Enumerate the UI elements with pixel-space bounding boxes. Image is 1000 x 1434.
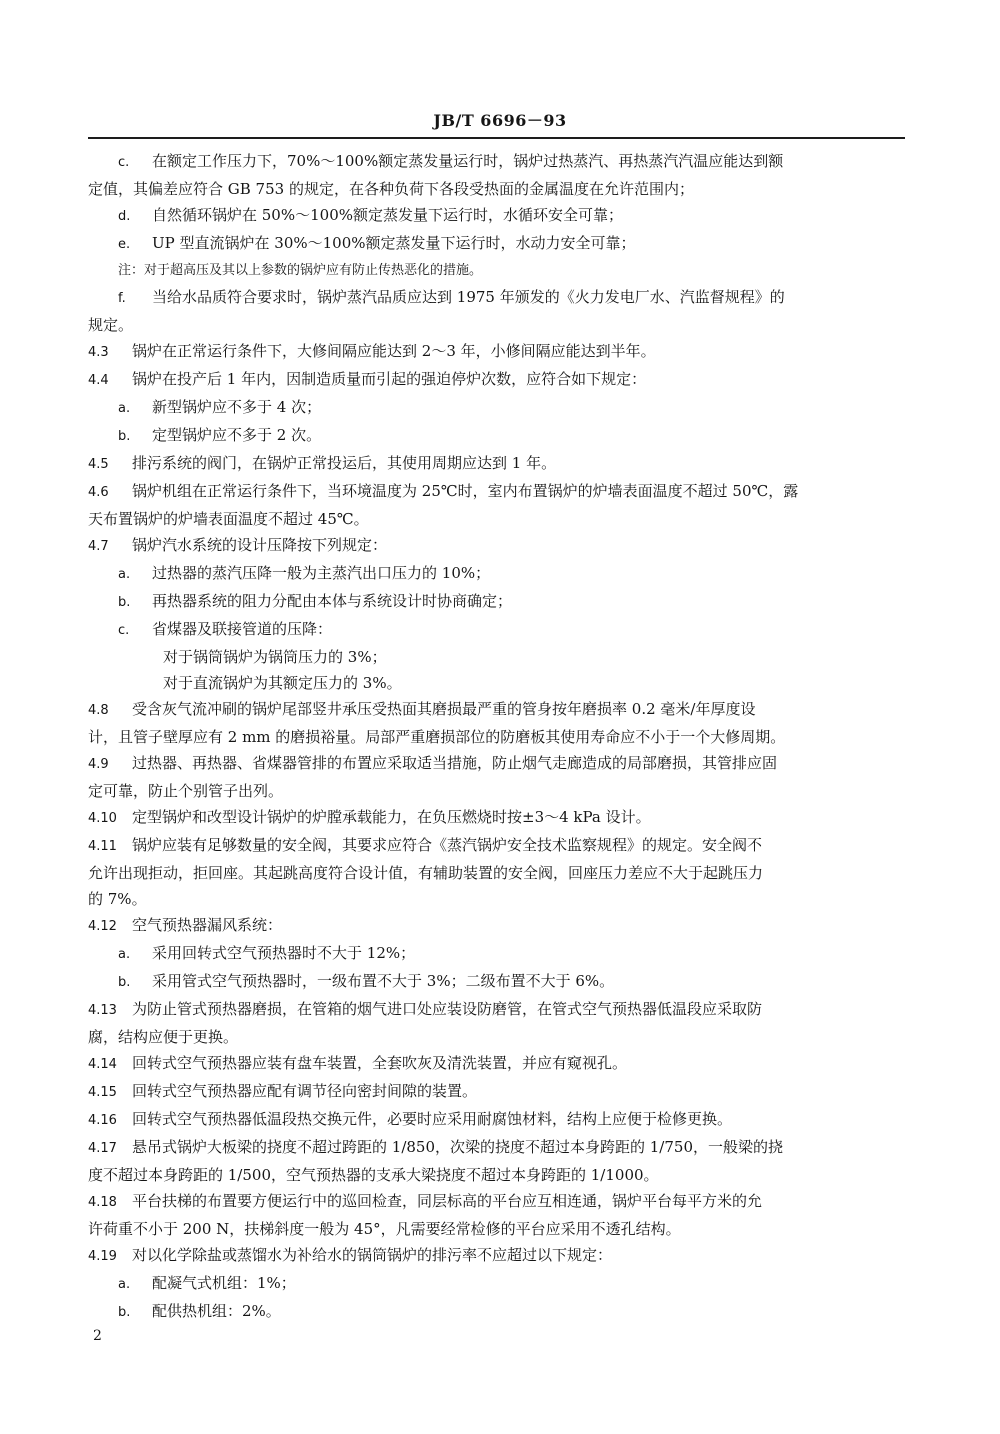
clause-number: 4.6 xyxy=(88,485,109,500)
line-text: 排污系统的阀门，在锅炉正常投运后，其使用周期应达到 1 年。 xyxy=(132,454,557,472)
line-text: 许荷重不小于 200 N，扶梯斜度一般为 45°，凡需要经常检修的平台应采用不透孔结构。 xyxy=(88,1220,681,1238)
text-line xyxy=(88,1216,904,1242)
line-text: 锅炉应装有足够数量的安全阀，其要求应符合《蒸汽锅炉安全技术监察规程》的规定。安全阀不 xyxy=(132,836,763,854)
text-line xyxy=(88,804,904,832)
text-line xyxy=(88,422,904,450)
line-text: 配凝气式机组：1%； xyxy=(152,1274,296,1292)
line-text: 对以化学除盐或蒸馏水为补给水的锅筒锅炉的排污率不应超过以下规定： xyxy=(132,1246,613,1264)
text-line xyxy=(88,1298,904,1326)
text-line xyxy=(88,366,904,394)
clause-number: 4.12 xyxy=(88,919,117,934)
line-text: 定型锅炉和改型设计锅炉的炉膛承载能力，在负压燃烧时按±3～4 kPa 设计。 xyxy=(132,808,651,826)
item-label: d. xyxy=(118,209,131,224)
clause-number: 4.10 xyxy=(88,811,117,826)
header-rule xyxy=(88,137,905,139)
text-line xyxy=(88,560,904,588)
clause-number: 4.8 xyxy=(88,703,109,718)
line-text: 锅炉机组在正常运行条件下，当环境温度为 25℃时，室内布置锅炉的炉墙表面温度不超过 50℃，露 xyxy=(132,482,799,500)
line-text: 空气预热器漏风系统： xyxy=(132,916,283,934)
line-text: 自然循环锅炉在 50%～100%额定蒸发量下运行时，水循环安全可靠； xyxy=(152,206,623,224)
text-line xyxy=(88,670,904,696)
item-label: b. xyxy=(118,1305,131,1320)
clause-number: 4.16 xyxy=(88,1113,117,1128)
line-text: 锅炉在投产后 1 年内，因制造质量而引起的强迫停炉次数，应符合如下规定： xyxy=(132,370,647,388)
text-line xyxy=(88,1078,904,1106)
text-line xyxy=(88,860,904,886)
line-text: 的 7%。 xyxy=(88,890,147,908)
line-text: 定型锅炉应不多于 2 次。 xyxy=(152,426,322,444)
text-line xyxy=(88,394,904,422)
clause-number: 4.9 xyxy=(88,757,109,772)
text-line xyxy=(88,1188,904,1216)
text-line xyxy=(88,588,904,616)
item-label: a. xyxy=(118,401,131,416)
item-label: a. xyxy=(118,1277,131,1292)
text-line xyxy=(88,616,904,644)
line-text: 规定。 xyxy=(88,316,134,334)
line-text: 对于直流锅炉为其额定压力的 3%。 xyxy=(163,674,402,692)
clause-number: 4.15 xyxy=(88,1085,117,1100)
clause-number: 4.18 xyxy=(88,1195,117,1210)
text-line xyxy=(88,312,904,338)
line-text: 锅炉汽水系统的设计压降按下列规定： xyxy=(132,536,388,554)
page-number: 2 xyxy=(93,1328,102,1344)
clause-number: 4.3 xyxy=(88,345,109,360)
item-label: b. xyxy=(118,595,131,610)
text-line xyxy=(88,148,904,176)
text-line xyxy=(88,1106,904,1134)
item-label: c. xyxy=(118,623,130,638)
line-text: 度不超过本身跨距的 1/500，空气预热器的支承大梁挠度不超过本身跨距的 1/1000。 xyxy=(88,1166,659,1184)
text-line xyxy=(88,1270,904,1298)
clause-number: 4.11 xyxy=(88,839,117,854)
line-text: 新型锅炉应不多于 4 次； xyxy=(152,398,322,416)
text-line xyxy=(88,1162,904,1188)
line-text: 天布置锅炉的炉墙表面温度不超过 45℃。 xyxy=(88,510,369,528)
text-line xyxy=(88,338,904,366)
text-line xyxy=(88,506,904,532)
line-text: 回转式空气预热器低温段热交换元件，必要时应采用耐腐蚀材料，结构上应便于检修更换。 xyxy=(132,1110,733,1128)
item-label: a. xyxy=(118,567,131,582)
line-text: 计，且管子壁厚应有 2 mm 的磨损裕量。局部严重磨损部位的防磨板其使用寿命应不小于一个大修周期。 xyxy=(88,728,786,746)
text-line xyxy=(88,258,904,284)
line-text: 平台扶梯的布置要方便运行中的巡回检查，同层标高的平台应互相连通，锅炉平台每平方米的允 xyxy=(132,1192,763,1210)
document-code-header: JB/T 6696－93 xyxy=(433,111,567,130)
text-line xyxy=(88,750,904,778)
text-line xyxy=(88,450,904,478)
line-text: 定可靠，防止个别管子出列。 xyxy=(88,782,284,800)
item-label: b. xyxy=(118,975,131,990)
text-line xyxy=(88,532,904,560)
clause-number: 4.7 xyxy=(88,539,109,554)
line-text: 在额定工作压力下，70%～100%额定蒸发量运行时，锅炉过热蒸汽、再热蒸汽汽温应能达到额 xyxy=(152,152,784,170)
line-text: 采用回转式空气预热器时不大于 12%； xyxy=(152,944,416,962)
text-line xyxy=(88,1024,904,1050)
item-label: e. xyxy=(118,237,131,252)
clause-number: 4.19 xyxy=(88,1249,117,1264)
line-text: UP 型直流锅炉在 30%～100%额定蒸发量下运行时，水动力安全可靠； xyxy=(152,234,636,252)
line-text: 受含灰气流冲刷的锅炉尾部竖井承压受热面其磨损最严重的管身按年磨损率 0.2 毫米/年厚度设 xyxy=(132,700,756,718)
text-line xyxy=(88,230,904,258)
clause-number: 4.13 xyxy=(88,1003,117,1018)
clause-number: 4.4 xyxy=(88,373,109,388)
text-line xyxy=(88,1050,904,1078)
line-text: 腐，结构应便于更换。 xyxy=(88,1028,239,1046)
line-text: 定值，其偏差应符合 GB 753 的规定，在各种负荷下各段受热面的金属温度在允许范围内； xyxy=(88,180,694,198)
text-line xyxy=(88,968,904,996)
line-text: 为防止管式预热器磨损，在管箱的烟气进口处应装设防磨管，在管式空气预热器低温段应采取防 xyxy=(132,1000,763,1018)
text-line xyxy=(88,478,904,506)
text-line xyxy=(88,1134,904,1162)
text-line xyxy=(88,644,904,670)
text-line xyxy=(88,996,904,1024)
text-line xyxy=(88,832,904,860)
text-line xyxy=(88,940,904,968)
line-text: 配供热机组：2%。 xyxy=(152,1302,281,1320)
text-line xyxy=(88,886,904,912)
line-text: 允许出现拒动，拒回座。其起跳高度符合设计值，有辅助装置的安全阀，回座压力差应不大于起跳压力 xyxy=(88,864,764,882)
line-text: 锅炉在正常运行条件下，大修间隔应能达到 2～3 年，小修间隔应能达到半年。 xyxy=(132,342,656,360)
text-line xyxy=(88,778,904,804)
line-text: 对于锅筒锅炉为锅筒压力的 3%； xyxy=(163,648,387,666)
item-label: a. xyxy=(118,947,131,962)
line-text: 过热器的蒸汽压降一般为主蒸汽出口压力的 10%； xyxy=(152,564,491,582)
text-line xyxy=(88,284,904,312)
clause-number: 4.17 xyxy=(88,1141,117,1156)
text-line xyxy=(88,912,904,940)
text-line xyxy=(88,176,904,202)
clause-number: 4.14 xyxy=(88,1057,117,1072)
line-text: 注：对于超高压及其以上参数的锅炉应有防止传热恶化的措施。 xyxy=(118,263,483,278)
line-text: 回转式空气预热器应配有调节径向密封间隙的装置。 xyxy=(132,1082,478,1100)
line-text: 再热器系统的阻力分配由本体与系统设计时协商确定； xyxy=(152,592,513,610)
clause-number: 4.5 xyxy=(88,457,109,472)
item-label: f. xyxy=(118,291,126,306)
text-line xyxy=(88,696,904,724)
line-text: 采用管式空气预热器时，一级布置不大于 3%；二级布置不大于 6%。 xyxy=(152,972,615,990)
line-text: 悬吊式锅炉大板梁的挠度不超过跨距的 1/850，次梁的挠度不超过本身跨距的 1/750，一般梁的挠 xyxy=(132,1138,783,1156)
document-body xyxy=(88,148,904,1326)
text-line xyxy=(88,1242,904,1270)
item-label: b. xyxy=(118,429,131,444)
line-text: 回转式空气预热器应装有盘车装置，全套吹灰及清洗装置，并应有窥视孔。 xyxy=(132,1054,628,1072)
text-line xyxy=(88,202,904,230)
line-text: 省煤器及联接管道的压降： xyxy=(152,620,333,638)
item-label: c. xyxy=(118,155,130,170)
line-text: 过热器、再热器、省煤器管排的布置应采取适当措施，防止烟气走廊造成的局部磨损，其管排应固 xyxy=(132,754,778,772)
line-text: 当给水品质符合要求时，锅炉蒸汽品质应达到 1975 年颁发的《火力发电厂水、汽监督规程》的 xyxy=(152,288,785,306)
text-line xyxy=(88,724,904,750)
